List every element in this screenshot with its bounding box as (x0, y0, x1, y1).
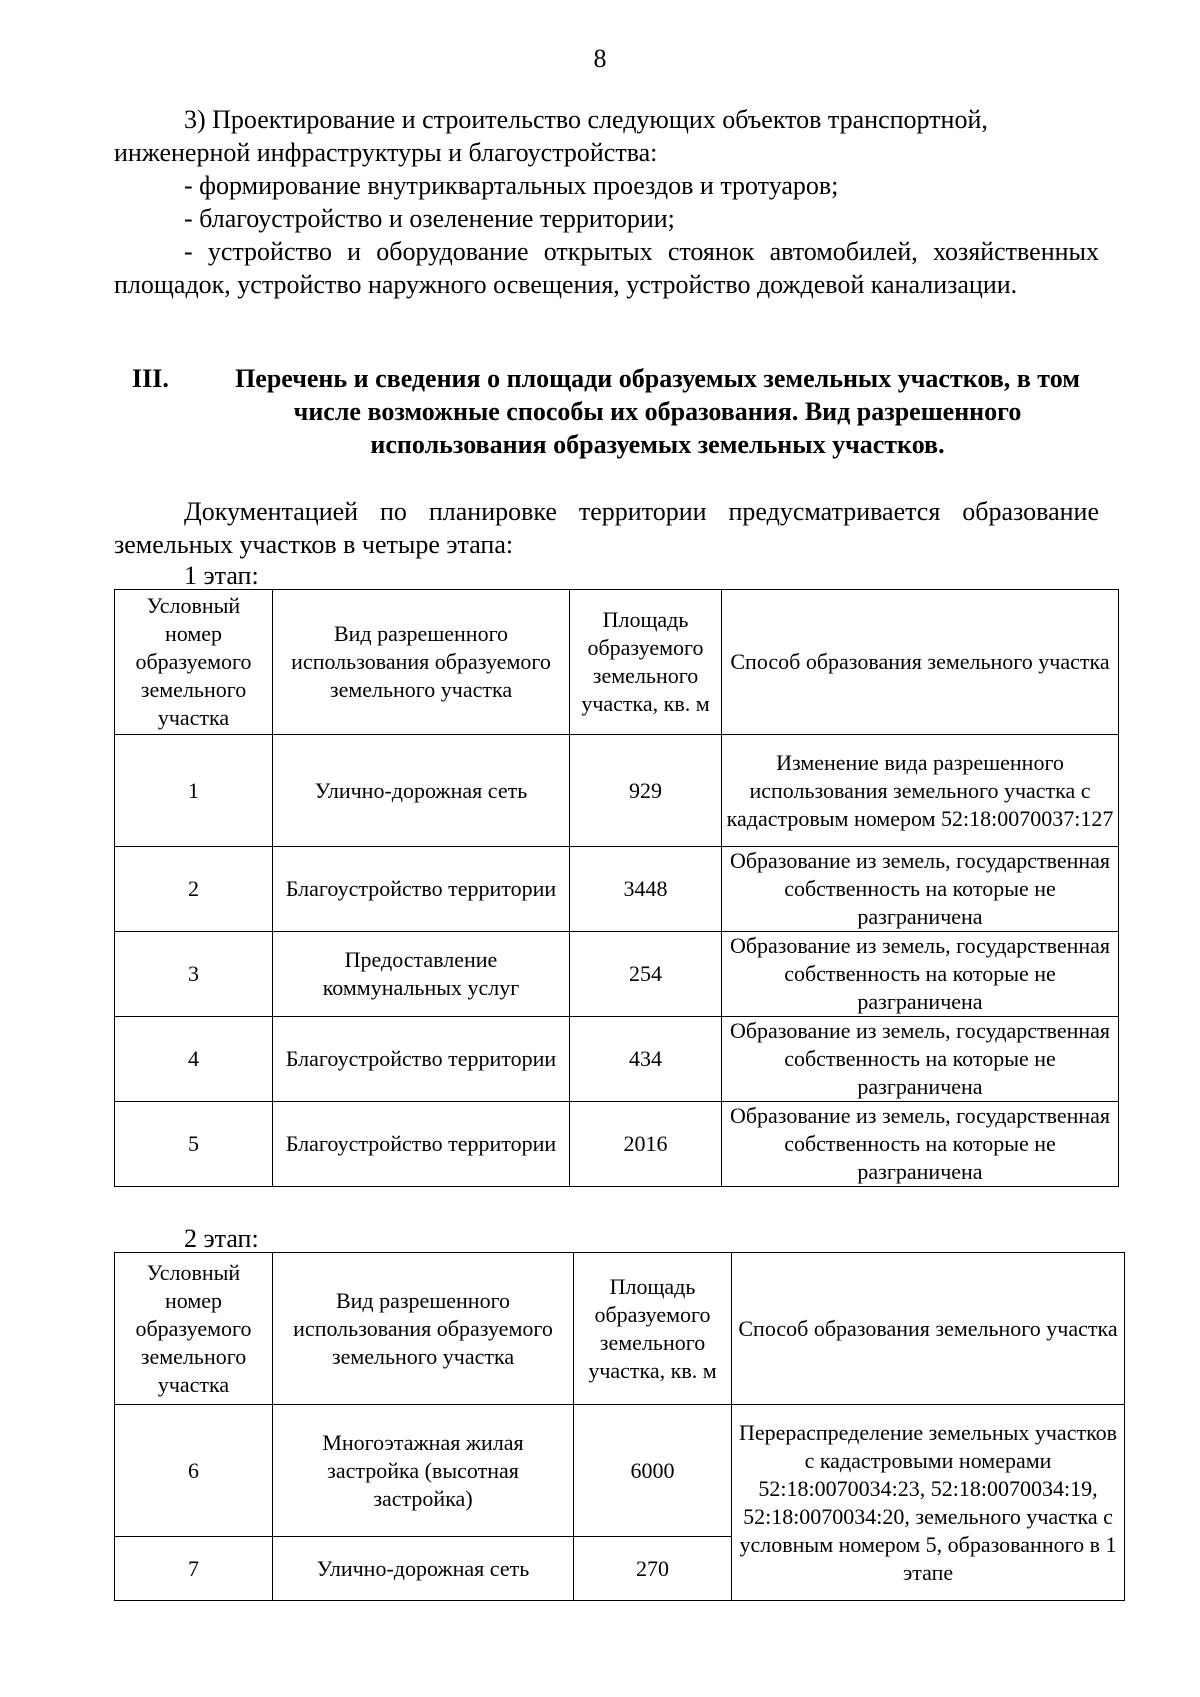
cell-method: Образование из земель, государственная собственность на которые не разграничена (722, 1102, 1119, 1187)
cell-method: Изменение вида разрешенного использования земельного участка с кадастровым номером 52:18:0070037:127 (722, 735, 1119, 847)
stages-intro (114, 495, 1099, 561)
item-3: 3) Проектирование и строительство следующих объектов транспортной, инженерной инфраструктуры и благоустройства: (114, 105, 988, 167)
header-method: Способ образования земельного участка (722, 590, 1119, 735)
cell-method: Образование из земель, государственная собственность на которые не разграничена (722, 1017, 1119, 1102)
bullet-3: - устройство и оборудование открытых стоянок автомобилей, хозяйственных площадок, устройство наружного освещения, устройство дождевой канализации. (114, 237, 1099, 299)
cell-number: 3 (115, 932, 273, 1017)
header-area: Площадь образуемого земельного участка, кв. м (574, 1253, 732, 1405)
cell-area: 434 (570, 1017, 722, 1102)
table-header-row (115, 590, 1119, 735)
cell-use: Благоустройство территории (273, 1102, 570, 1187)
table-row (115, 1017, 1119, 1102)
bullet-2: - благоустройство и озеленение территории; (184, 204, 675, 233)
table-row (115, 735, 1119, 847)
cell-area: 2016 (570, 1102, 722, 1187)
cell-number: 6 (115, 1405, 273, 1537)
table-row (115, 1405, 1125, 1537)
header-number: Условный номер образуемого земельного участка (115, 1253, 273, 1405)
cell-use: Благоустройство территории (273, 847, 570, 932)
cell-area: 3448 (570, 847, 722, 932)
stage-1-label: 1 этап: (184, 561, 259, 590)
cell-number: 5 (115, 1102, 273, 1187)
cell-number: 1 (115, 735, 273, 847)
header-method: Способ образования земельного участка (732, 1253, 1125, 1405)
cell-number: 2 (115, 847, 273, 932)
section-number: III. (132, 364, 169, 393)
section-heading (132, 362, 1107, 461)
table-row (115, 847, 1119, 932)
header-number: Условный номер образуемого земельного участка (115, 590, 273, 735)
cell-method: Образование из земель, государственная собственность на которые не разграничена (722, 932, 1119, 1017)
page-number: 8 (593, 44, 607, 73)
section-title: Перечень и сведения о площади образуемых земельных участков, в том числе возможные способы их образования. Вид разрешенного использования образуемых земельных участков. (235, 364, 1080, 459)
cell-use: Многоэтажная жилая застройка (высотная застройка) (273, 1405, 574, 1537)
cell-area: 254 (570, 932, 722, 1017)
bullet-1: - формирование внутриквартальных проездов и тротуаров; (184, 171, 839, 200)
cell-area: 270 (574, 1537, 732, 1601)
cell-use: Предоставление коммунальных услуг (273, 932, 570, 1017)
intro-text (114, 103, 1099, 301)
header-area: Площадь образуемого земельного участка, кв. м (570, 590, 722, 735)
table-row (115, 1102, 1119, 1187)
cell-method-shared: Перераспределение земельных участков с кадастровыми номерами 52:18:0070034:23, 52:18:0070034:19, 52:18:0070034:20, земельного участка с условным номером 5, образованного в 1 этапе (732, 1405, 1125, 1601)
stage-1-table (114, 589, 1119, 1187)
cell-area: 929 (570, 735, 722, 847)
table-header-row (115, 1253, 1125, 1405)
stage-2-table (114, 1252, 1125, 1601)
cell-use: Улично-дорожная сеть (273, 1537, 574, 1601)
stages-intro-text: Документацией по планировке территории предусматривается образование земельных участков в четыре этапа: (114, 497, 1099, 559)
cell-number: 4 (115, 1017, 273, 1102)
stage-2-label: 2 этап: (184, 1224, 259, 1253)
cell-use: Улично-дорожная сеть (273, 735, 570, 847)
cell-use: Благоустройство территории (273, 1017, 570, 1102)
table-row (115, 932, 1119, 1017)
cell-number: 7 (115, 1537, 273, 1601)
cell-method: Образование из земель, государственная собственность на которые не разграничена (722, 847, 1119, 932)
header-use: Вид разрешенного использования образуемого земельного участка (273, 1253, 574, 1405)
cell-area: 6000 (574, 1405, 732, 1537)
header-use: Вид разрешенного использования образуемого земельного участка (273, 590, 570, 735)
